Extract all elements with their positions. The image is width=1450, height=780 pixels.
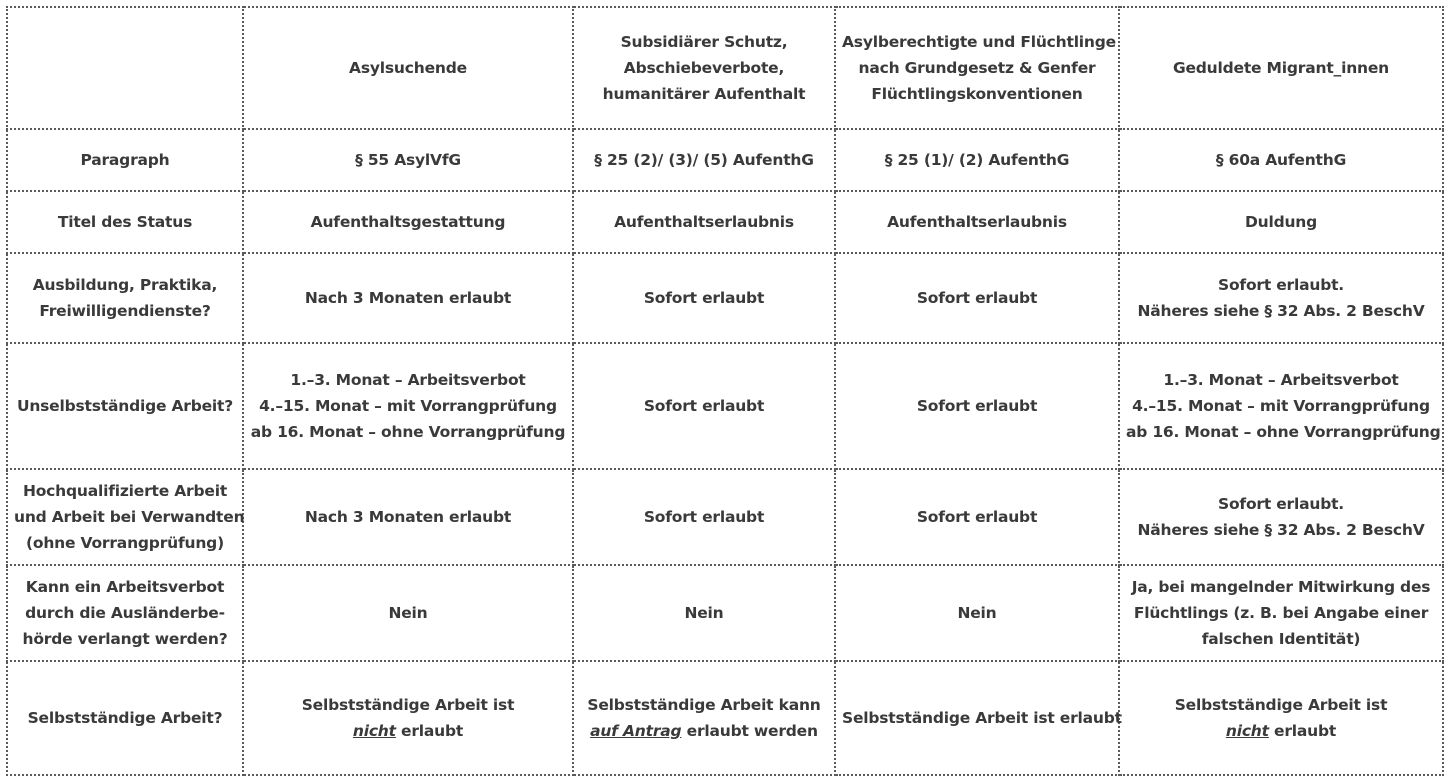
cell-line: § 25 (1)/ (2) AufenthG xyxy=(884,151,1070,169)
cell-line: Subsidiärer Schutz, xyxy=(620,33,788,51)
cell-line: (ohne Vorrangprüfung) xyxy=(26,534,224,552)
cell-line: Unselbstständige Arbeit? xyxy=(16,397,234,415)
cell-line: Flüchtlingskonventionen xyxy=(871,85,1083,103)
header-asylsuchende xyxy=(243,7,573,129)
cell-line: durch die Ausländerbe- xyxy=(25,604,225,622)
table-cell xyxy=(243,253,573,343)
cell-line: Abschiebeverbote, xyxy=(623,59,785,77)
cell-line: Sofort erlaubt xyxy=(916,397,1038,415)
table-cell xyxy=(835,565,1119,661)
cell-line: Näheres siehe § 32 Abs. 2 BeschV xyxy=(1137,521,1425,539)
cell-line: Freiwilligendienste? xyxy=(39,302,211,320)
cell-line: und Arbeit bei Verwandten xyxy=(14,508,245,526)
cell-line: Nach 3 Monaten erlaubt xyxy=(304,289,512,307)
cell-text: erlaubt xyxy=(395,722,464,740)
cell-line: nach Grundgesetz & Genfer xyxy=(858,59,1096,77)
corner-cell xyxy=(7,7,243,129)
cell-line: Ja, bei mangelnder Mitwirkung des xyxy=(1131,578,1431,596)
cell-line: falschen Identität) xyxy=(1201,630,1361,648)
row-label: Selbstständige Arbeit? xyxy=(7,661,243,775)
cell-line: humanitärer Aufenthalt xyxy=(602,85,806,103)
table-body xyxy=(7,7,1443,775)
cell-line: Selbstständige Arbeit kann xyxy=(587,696,821,714)
cell-line: 1.–3. Monat – Arbeitsverbot xyxy=(1163,371,1399,389)
emphasis-text: nicht xyxy=(1225,722,1269,740)
cell-line xyxy=(1126,718,1436,744)
cell-text: erlaubt werden xyxy=(681,722,818,740)
table-cell xyxy=(573,661,835,775)
table-cell xyxy=(243,129,573,191)
table-cell xyxy=(573,129,835,191)
row-label xyxy=(7,253,243,343)
header-geduldete xyxy=(1119,7,1443,129)
cell-line: Duldung xyxy=(1244,213,1318,231)
table-cell xyxy=(835,469,1119,565)
table-cell xyxy=(573,469,835,565)
cell-line: ab 16. Monat – ohne Vorrangprüfung xyxy=(250,423,566,441)
cell-line: Aufenthaltserlaubnis xyxy=(614,213,794,231)
row-unselbststaendige-arbeit xyxy=(7,343,1443,469)
table-cell xyxy=(243,565,573,661)
cell-line: Sofort erlaubt xyxy=(643,397,765,415)
status-table xyxy=(6,6,1444,776)
row-paragraph xyxy=(7,129,1443,191)
cell-line: Sofort erlaubt xyxy=(643,508,765,526)
table-cell xyxy=(1119,661,1443,775)
emphasis-text: auf Antrag xyxy=(590,722,682,740)
row-label xyxy=(7,343,243,469)
cell-line: 4.–15. Monat – mit Vorrangprüfung xyxy=(1132,397,1430,415)
cell-text: erlaubt xyxy=(1268,722,1337,740)
table-cell xyxy=(1119,343,1443,469)
table-cell xyxy=(573,565,835,661)
cell-line: § 25 (2)/ (3)/ (5) AufenthG xyxy=(594,151,814,169)
cell-line: Geduldete Migrant_innen xyxy=(1172,59,1390,77)
table-cell xyxy=(835,191,1119,253)
table-cell xyxy=(1119,129,1443,191)
table-cell xyxy=(835,661,1122,775)
cell-line: Nein xyxy=(957,604,997,622)
table-cell xyxy=(573,191,835,253)
cell-line: Aufenthaltserlaubnis xyxy=(887,213,1067,231)
row-selbststaendige-arbeit xyxy=(7,661,1443,775)
cell-line: Sofort erlaubt xyxy=(916,289,1038,307)
header-asylberechtigte xyxy=(835,7,1119,129)
emphasis-text: nicht xyxy=(352,722,396,740)
row-label xyxy=(7,469,243,565)
row-arbeitsverbot xyxy=(7,565,1443,661)
cell-line: Sofort erlaubt xyxy=(916,508,1038,526)
table-cell xyxy=(573,343,835,469)
cell-line: Titel des Status xyxy=(57,213,193,231)
cell-line: Hochqualifizierte Arbeit xyxy=(22,482,228,500)
table-cell xyxy=(243,661,573,775)
cell-line: Sofort erlaubt xyxy=(643,289,765,307)
cell-line: Kann ein Arbeitsverbot xyxy=(25,578,225,596)
cell-line: § 55 AsylVfG xyxy=(355,151,461,169)
row-titel-des-status xyxy=(7,191,1443,253)
cell-line: Aufenthaltsgestattung xyxy=(310,213,506,231)
cell-line: Asylsuchende xyxy=(349,59,467,77)
cell-line: Nein xyxy=(684,604,724,622)
table-cell xyxy=(1119,469,1443,565)
table-cell xyxy=(243,343,573,469)
row-label xyxy=(7,191,243,253)
cell-line: Paragraph xyxy=(80,151,170,169)
cell-line: Selbstständige Arbeit ist xyxy=(301,696,515,714)
cell-line: Selbstständige Arbeit ist xyxy=(1174,696,1388,714)
cell-line: Nach 3 Monaten erlaubt xyxy=(304,508,512,526)
cell-line: Sofort erlaubt. xyxy=(1217,276,1344,294)
table-cell xyxy=(573,253,835,343)
cell-line: Selbstständige Arbeit ist erlaubt xyxy=(842,709,1122,727)
table-cell xyxy=(835,129,1119,191)
table-cell xyxy=(835,343,1119,469)
row-label xyxy=(7,565,243,661)
cell-line: Asylberechtigte und Flüchtlinge xyxy=(842,33,1116,51)
row-hochqualifizierte-arbeit xyxy=(7,469,1443,565)
cell-line: hörde verlangt werden? xyxy=(22,630,228,648)
table-cell xyxy=(835,253,1119,343)
header-subsidiaerer-schutz xyxy=(573,7,835,129)
table-cell xyxy=(1119,253,1443,343)
table-cell xyxy=(1119,191,1443,253)
cell-line: ab 16. Monat – ohne Vorrangprüfung xyxy=(1126,423,1441,441)
cell-line: Flüchtlings (z. B. bei Angabe einer xyxy=(1133,604,1429,622)
table-cell xyxy=(1119,565,1443,661)
cell-line: Nein xyxy=(388,604,428,622)
table-cell xyxy=(243,469,573,565)
cell-line: Näheres siehe § 32 Abs. 2 BeschV xyxy=(1137,302,1425,320)
cell-line: Ausbildung, Praktika, xyxy=(32,276,218,294)
cell-line xyxy=(580,718,828,744)
table-cell xyxy=(243,191,573,253)
cell-line xyxy=(250,718,566,744)
cell-line: 1.–3. Monat – Arbeitsverbot xyxy=(290,371,526,389)
cell-line: Sofort erlaubt. xyxy=(1217,495,1344,513)
row-ausbildung xyxy=(7,253,1443,343)
cell-line: § 60a AufenthG xyxy=(1215,151,1347,169)
cell-line: 4.–15. Monat – mit Vorrangprüfung xyxy=(259,397,557,415)
header-row xyxy=(7,7,1443,129)
row-label xyxy=(7,129,243,191)
